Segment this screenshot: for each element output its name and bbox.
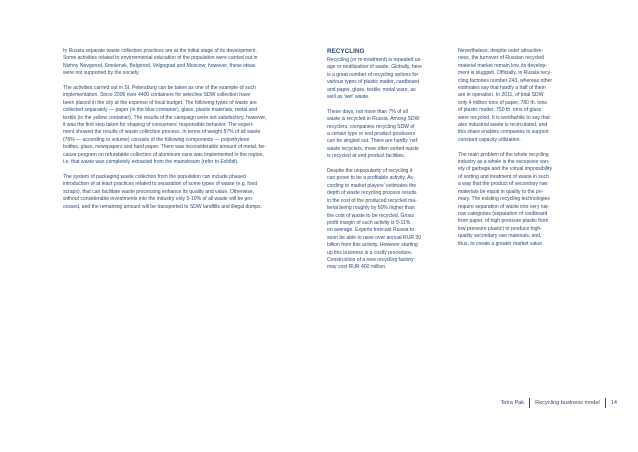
paragraph: Despite the unpopularity of recycling it can prove to be a profitable activity. Ac- cording to market players' estimates the depth of waste recycling process results in the cost of the produced recycled ma- terial being roughly by 50% higher than the cost of waste to be recycled. Gross profit margin of such activity is 9-11% on average. Experts forecast Russia to soon be able to raise over annual RUR 30 billion from this activity. However starting up this business is a costly procedure. Construction of a new recycling factory may cost RUR 400 million. [327,168,422,271]
paragraph: Nevertheless, despite outer attractive- ness, the turnover of Russian recycled material market remain low, its develop- ment is sluggish. Officially, in Russia recy- cling factories number 243, whereas other estimates say that hardly a half of them are in operation. In 2011, of total SDW only 4 million tons of paper, 780 th. tons of plastic matter, 750 th. tons of glass were recycled. It is worthwhile to say that also industrial waste is recirculated, and this share enables companies to support constant capacity utilization. [458,48,553,143]
paragraph: The main problem of the whole recycling industry as a whole is the excessive vari- ety of garbage and the virtual impossibility of sorting and treatment of waste in such a way that the product of secondary raw materials be equal in quality to the pri- mary. The existing recycling technologies require separation of waste into very nar- row categories (separation of cardboard from paper, of high pressure plastic from low pressure plastic) to produce high- quality secondary raw materials, and, thus, to create a greater market value. [458,151,552,247]
paragraph: The system of packaging waste collection from the population can include phased introduction of at least practices related to separation of some types of waste (e.g. food scraps), that can facilitate waste processing enhance its quality and value. Otherwise, without considerable investments into the industry only 5-10% of all waste will be pro- cessed, and the remaining amount will be transported to SDW landfills and illegal dumps. [63,173,262,210]
footer-divider [605,398,606,408]
section-heading: RECYCLING [327,48,365,55]
paragraph: Recycling (or re-treatment) is repeated us- age or reutilization of waste. Globally, here is a great number of recycling options for various types of plastic matter, cardboard and paper, glass, textile, metal ware, as well as 'wet' waste. [327,57,422,101]
page-footer [500,398,617,408]
left-column [63,48,315,218]
paragraph: In Russia separate waste collection practices are at the initial stage of its development. Some activities related to environmental education of the population were carried out in Nizhny Novgorod, Smolensk, Belgorod, Volgograd and Moscow; however, these ideas were not supported by the society. [63,48,258,77]
footer-section: Recycling business model [535,400,600,406]
page-number: 14 [610,400,617,406]
footer-company: Tetra Pak [500,400,525,406]
paragraph: These days, not more than 7% of all waste is recycled in Russia. Among SDW recyclers, companies recycling SDW of a certain type or end product producers can be singled out. There are hardly 'net' waste recyclers, more often sorted waste is recycled at end product facilities. [327,108,420,160]
footer-divider [529,398,530,408]
middle-column [327,48,446,279]
paragraph: The activities carried out in St. Petersburg can be taken as one of the example of such implementation. Since 2006 over 4400 containers for selective SDW collection have been placed in the city at the expense of local budget. The following types of waste are collected separately — paper (in the blue container), glass, plastic materials, metal and textile (in the yellow container). The results of the campaign were not satisfactory, however, it was the first step taken for shaping of consumers' responsible behavior. The expert- ment showed the results of waste collection process. In terms of weight 87% of all waste (76% — according to volume) consists of the following components — polyethylene bottles, glass, newspapers and hard paper. There was inconsiderable amount of metal, be- cause program on refundable collection of aluminum cans was implemented in the region, i.e. that waste was completely extracted from the mainstream (refer to Exhibit). [63,85,267,166]
right-column [458,48,576,255]
